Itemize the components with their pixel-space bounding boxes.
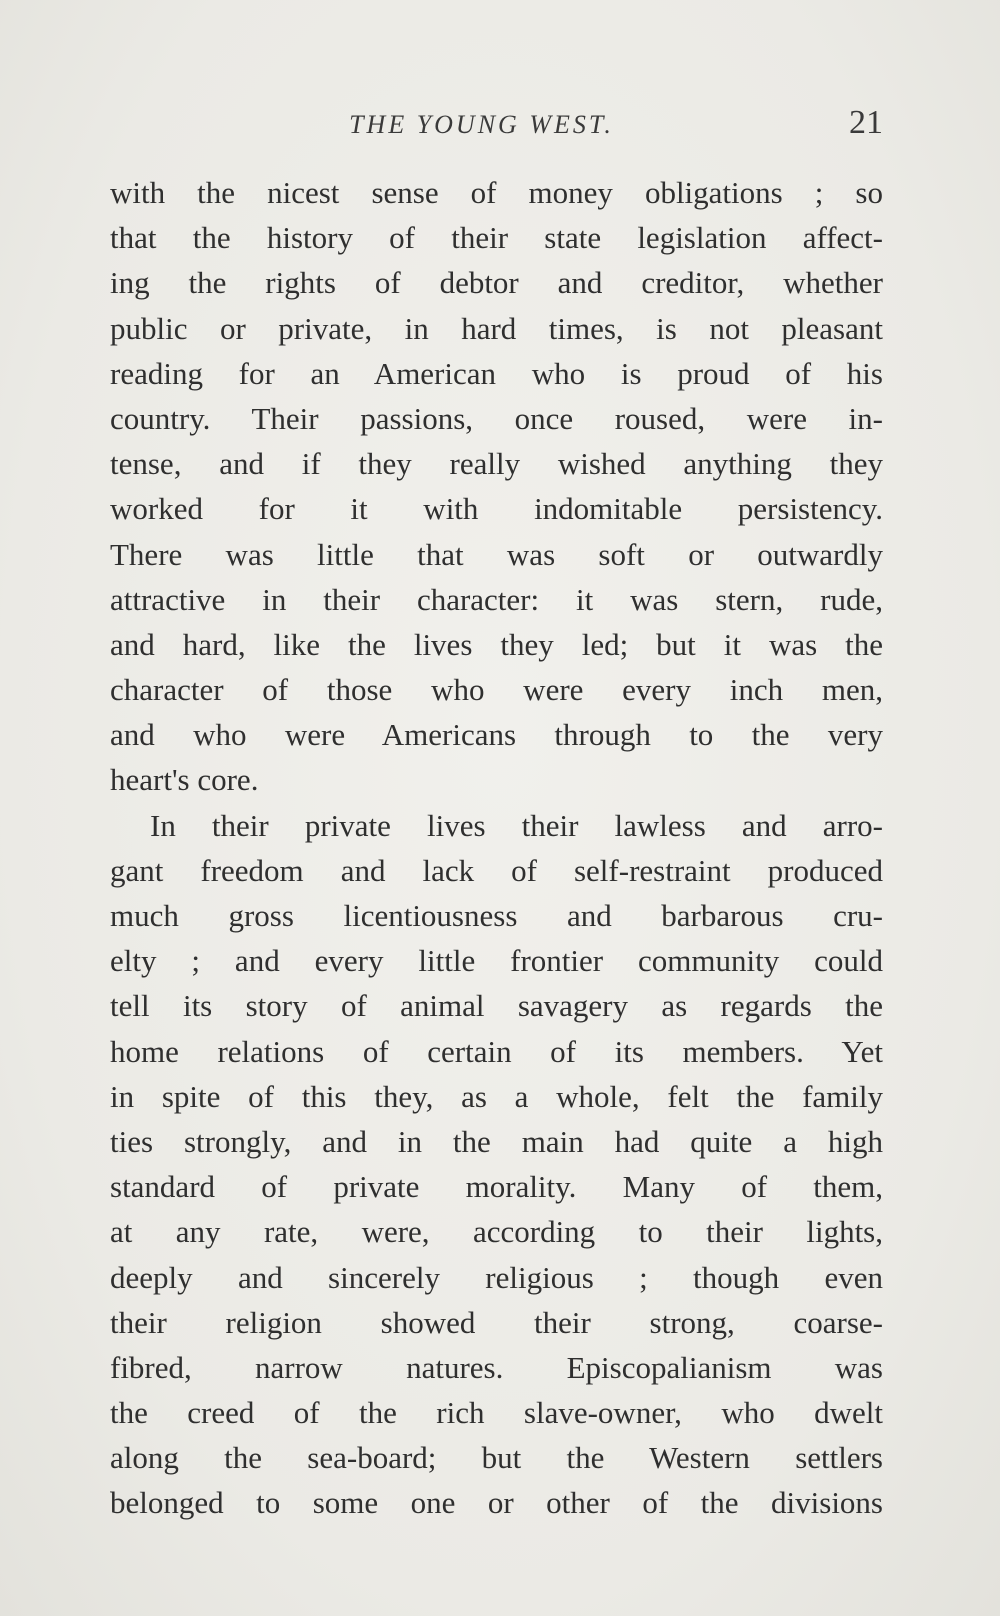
text-line: tense, and if they really wished anything they <box>110 446 883 482</box>
text-line: heart's core. <box>110 762 259 798</box>
text-line: ing the rights of debtor and creditor, whether <box>110 265 883 301</box>
page-number: 21 <box>849 104 883 141</box>
text-line: worked for it with indomitable persistency. <box>110 491 883 527</box>
paragraph-1 <box>110 170 883 803</box>
text-line: deeply and sincerely religious ; though even <box>110 1259 883 1295</box>
text-line: tell its story of animal savagery as regards the <box>110 988 883 1024</box>
text-line: and hard, like the lives they led; but it was the <box>110 626 883 662</box>
text-line: standard of private morality. Many of them, <box>110 1169 883 1205</box>
paragraph-2 <box>110 803 883 1526</box>
text-line: the creed of the rich slave-owner, who dwelt <box>110 1395 883 1431</box>
text-line: attractive in their character: it was stern, rude, <box>110 581 883 617</box>
text-line: country. Their passions, once roused, were in- <box>110 400 883 436</box>
text-line: fibred, narrow natures. Episcopalianism was <box>110 1349 883 1385</box>
text-line: There was little that was soft or outwardly <box>110 536 883 572</box>
text-line: ties strongly, and in the main had quite a high <box>110 1123 883 1159</box>
text-line: gant freedom and lack of self-restraint produced <box>110 852 883 888</box>
running-head <box>110 104 883 144</box>
text-line: their religion showed their strong, coarse- <box>110 1304 883 1340</box>
text-line: at any rate, were, according to their lights, <box>110 1214 883 1250</box>
text-line: public or private, in hard times, is not pleasant <box>110 310 883 346</box>
text-line: that the history of their state legislation affect- <box>110 220 883 256</box>
text-line: home relations of certain of its members. Yet <box>110 1033 883 1069</box>
running-head-title: THE YOUNG WEST. <box>349 110 614 139</box>
text-line: and who were Americans through to the very <box>110 717 883 753</box>
text-line: reading for an American who is proud of his <box>110 355 883 391</box>
text-line: In their private lives their lawless and arro- <box>150 807 883 843</box>
body-text <box>110 170 883 1526</box>
text-line: in spite of this they, as a whole, felt the family <box>110 1078 883 1114</box>
text-line: belonged to some one or other of the divisions <box>110 1485 883 1521</box>
text-line: character of those who were every inch men, <box>110 672 883 708</box>
text-line: elty ; and every little frontier community could <box>110 943 883 979</box>
text-line: much gross licentiousness and barbarous cru- <box>110 898 883 933</box>
text-line: with the nicest sense of money obligations ; so <box>110 175 883 210</box>
text-line: along the sea-board; but the Western settlers <box>110 1440 883 1476</box>
